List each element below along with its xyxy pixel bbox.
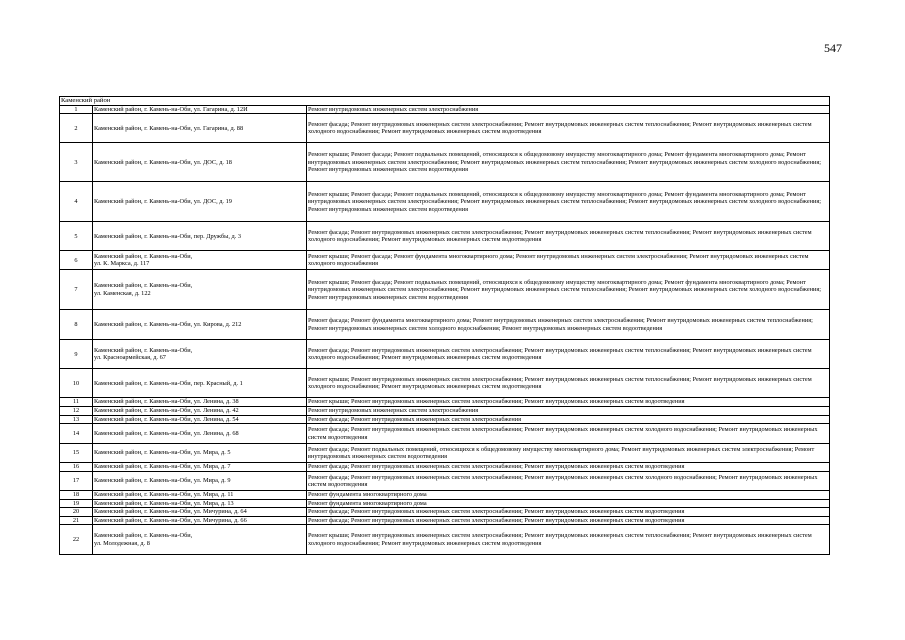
row-number: 19 <box>60 499 93 508</box>
address-cell <box>93 525 307 555</box>
address-line: Каменский район, г. Камень-на-Оби, пер. Дружбы, д. 3 <box>94 232 242 240</box>
table-row <box>60 525 830 555</box>
work-types-cell: Ремонт фасада; Ремонт внутридомовых инженерных систем электроснабжения; Ремонт внутридомовых инженерных систем теплоснабжения; Ремонт внутридомовых инженерных систем холодного водоснабжения; Ремонт внутридомовых инженерных систем водоотведения <box>307 340 830 369</box>
address-cell <box>93 499 307 508</box>
address-cell <box>93 340 307 369</box>
work-types-cell: Ремонт фасада; Ремонт подвальных помещений, относящихся к общедомовому имуществу многоквартирного дома; Ремонт внутридомовых инженерных систем электроснабжения; Ремонт внутридомовых инженерных систем водоотведения <box>307 444 830 463</box>
work-types-cell: Ремонт крыши; Ремонт фасада; Ремонт фундамента многоквартирного дома; Ремонт внутридомовых инженерных систем электроснабжения; Ремонт внутридомовых инженерных систем холодного водоснабжения <box>307 251 830 270</box>
address-line: Каменский район, г. Камень-на-Оби, ул. ДОС, д. 19 <box>94 198 232 206</box>
row-number: 21 <box>60 516 93 525</box>
address-cell <box>93 508 307 517</box>
address-line: Каменский район, г. Камень-на-Оби, ул. Ленина, д. 42 <box>94 407 239 414</box>
address-cell <box>93 182 307 222</box>
address-line: Каменский район, г. Камень-на-Оби, ул. Мира, д. 7 <box>94 463 231 471</box>
row-number: 10 <box>60 369 93 398</box>
address-line: Каменский район, г. Камень-на-Оби, ул. Гагарина, д. 88 <box>94 124 244 132</box>
row-number: 4 <box>60 182 93 222</box>
address-line: ул. К. Маркса, д. 117 <box>94 260 150 268</box>
table-row <box>60 105 830 114</box>
address-cell <box>93 310 307 340</box>
table-row <box>60 415 830 424</box>
work-types-cell: Ремонт фасада; Ремонт внутридомовых инженерных систем электроснабжения; Ремонт внутридомовых инженерных систем холодного водоснабжения; Ремонт внутридомовых инженерных систем водоотведения <box>307 472 830 491</box>
address-line: Каменский район, г. Камень-на-Оби, ул. Гагарина, д. 12И <box>94 105 248 113</box>
work-types-cell: Ремонт фасада; Ремонт внутридомовых инженерных систем электроснабжения; Ремонт внутридомовых инженерных систем водоотведения <box>307 508 830 517</box>
page-number: 547 <box>824 41 842 55</box>
table-row <box>60 340 830 369</box>
work-types-cell: Ремонт внутридомовых инженерных систем электроснабжения <box>307 407 830 416</box>
address-line: Каменский район, г. Камень-на-Оби, ул. Ленина, д. 54 <box>94 415 239 423</box>
table-row <box>60 310 830 340</box>
address-cell <box>93 143 307 182</box>
section-title: Каменский район <box>60 97 830 106</box>
work-types-cell: Ремонт крыши; Ремонт внутридомовых инженерных систем электроснабжения; Ремонт внутридомовых инженерных систем теплоснабжения; Ремонт внутридомовых инженерных систем холодного водоснабжения; Ремонт внутридомовых инженерных систем водоотведения <box>307 369 830 398</box>
work-types-cell: Ремонт фасада; Ремонт внутридомовых инженерных систем электроснабжения; Ремонт внутридомовых инженерных систем теплоснабжения; Ремонт внутридомовых инженерных систем холодного водоснабжения; Ремонт внутридомовых инженерных систем водоотведения <box>307 222 830 251</box>
table-row <box>60 444 830 463</box>
row-number: 22 <box>60 525 93 555</box>
address-line: Каменский район, г. Камень-на-Оби, ул. Мира, д. 11 <box>94 491 234 499</box>
address-cell <box>93 463 307 472</box>
work-types-cell: Ремонт крыши; Ремонт фасада; Ремонт подвальных помещений, относящихся к общедомовому имуществу многоквартирного дома; Ремонт фундамента многоквартирного дома; Ремонт внутридомовых инженерных систем электроснабжения; Ремонт внутридомовых инженерных систем теплоснабжения; Ремонт внутридомовых инженерных систем холодного водоснабжения; Ремонт внутридомовых инженерных систем водоотведения <box>307 143 830 182</box>
address-cell <box>93 222 307 251</box>
row-number: 11 <box>60 398 93 407</box>
table-row <box>60 491 830 500</box>
row-number: 12 <box>60 407 93 416</box>
work-types-cell: Ремонт фасада; Ремонт фундамента многоквартирного дома; Ремонт внутридомовых инженерных систем электроснабжения; Ремонт внутридомовых инженерных систем теплоснабжения; Ремонт внутридомовых инженерных систем холодного водоснабжения; Ремонт внутридомовых инженерных систем водоотведения <box>307 310 830 340</box>
address-line: Каменский район, г. Камень-на-Оби, <box>94 282 193 290</box>
address-line: Каменский район, г. Камень-на-Оби, <box>94 252 193 260</box>
work-types-cell: Ремонт фасада; Ремонт внутридомовых инженерных систем электроснабжения; Ремонт внутридомовых инженерных систем теплоснабжения; Ремонт внутридомовых инженерных систем холодного водоснабжения; Ремонт внутридомовых инженерных систем водоотведения <box>307 114 830 143</box>
row-number: 3 <box>60 143 93 182</box>
address-cell <box>93 491 307 500</box>
table-row <box>60 251 830 270</box>
address-line: ул. Каменская, д. 122 <box>94 289 151 297</box>
row-number: 6 <box>60 251 93 270</box>
row-number: 9 <box>60 340 93 369</box>
address-cell <box>93 516 307 525</box>
address-line: Каменский район, г. Камень-на-Оби, <box>94 532 193 540</box>
address-line: Каменский район, г. Камень-на-Оби, ул. ДОС, д. 18 <box>94 158 232 166</box>
table-row <box>60 499 830 508</box>
address-cell <box>93 369 307 398</box>
table-row <box>60 407 830 416</box>
row-number: 2 <box>60 114 93 143</box>
row-number: 8 <box>60 310 93 340</box>
row-number: 16 <box>60 463 93 472</box>
table-row <box>60 114 830 143</box>
address-cell <box>93 424 307 444</box>
table-row <box>60 398 830 407</box>
work-types-cell: Ремонт фундамента многоквартирного дома <box>307 491 830 500</box>
work-types-cell: Ремонт крыши; Ремонт фасада; Ремонт подвальных помещений, относящихся к общедомовому имуществу многоквартирного дома; Ремонт фундамента многоквартирного дома; Ремонт внутридомовых инженерных систем электроснабжения; Ремонт внутридомовых инженерных систем теплоснабжения; Ремонт внутридомовых инженерных систем холодного водоснабжения; Ремонт внутридомовых инженерных систем водоотведения <box>307 270 830 310</box>
table-row <box>60 508 830 517</box>
work-types-cell: Ремонт фасада; Ремонт внутридомовых инженерных систем электроснабжения; Ремонт внутридомовых инженерных систем холодного водоснабжения; Ремонт внутридомовых инженерных систем водоотведения <box>307 424 830 444</box>
address-line: ул. Красноармейская, д. 67 <box>94 354 166 362</box>
work-types-cell: Ремонт крыши; Ремонт внутридомовых инженерных систем электроснабжения; Ремонт внутридомовых инженерных систем водоотведения <box>307 398 830 407</box>
work-types-cell: Ремонт фасада; Ремонт внутридомовых инженерных систем электроснабжения <box>307 415 830 424</box>
table-row <box>60 516 830 525</box>
address-line: Каменский район, г. Камень-на-Оби, ул. Мичурина, д. 64 <box>94 508 247 516</box>
address-line: Каменский район, г. Камень-на-Оби, ул. Ленина, д. 38 <box>94 398 239 406</box>
table-row <box>60 463 830 472</box>
table-row <box>60 472 830 491</box>
address-cell <box>93 415 307 424</box>
work-types-cell: Ремонт внутридомовых инженерных систем электроснабжения <box>307 105 830 114</box>
row-number: 17 <box>60 472 93 491</box>
repair-registry-table <box>59 96 830 555</box>
table-row <box>60 143 830 182</box>
section-header-row <box>60 97 830 106</box>
row-number: 13 <box>60 415 93 424</box>
table-row <box>60 222 830 251</box>
address-line: Каменский район, г. Камень-на-Оби, ул. Мичурина, д. 66 <box>94 516 247 524</box>
row-number: 18 <box>60 491 93 500</box>
address-line: Каменский район, г. Камень-на-Оби, ул. Кирова, д. 212 <box>94 321 242 329</box>
row-number: 15 <box>60 444 93 463</box>
work-types-cell: Ремонт фундамента многоквартирного дома <box>307 499 830 508</box>
table-row <box>60 182 830 222</box>
table-row <box>60 270 830 310</box>
address-line: Каменский район, г. Камень-на-Оби, ул. Мира, д. 9 <box>94 477 231 485</box>
address-cell <box>93 407 307 416</box>
address-line: Каменский район, г. Камень-на-Оби, пер. Красный, д. 1 <box>94 379 243 387</box>
address-cell <box>93 114 307 143</box>
address-line: ул. Молодежная, д. 8 <box>94 539 150 547</box>
address-cell <box>93 398 307 407</box>
address-line: Каменский район, г. Камень-на-Оби, ул. Мира, д. 5 <box>94 449 231 457</box>
address-cell <box>93 472 307 491</box>
address-cell <box>93 251 307 270</box>
table-row <box>60 369 830 398</box>
registry-body <box>60 97 830 555</box>
address-cell <box>93 105 307 114</box>
row-number: 5 <box>60 222 93 251</box>
row-number: 20 <box>60 508 93 517</box>
address-line: Каменский район, г. Камень-на-Оби, <box>94 346 193 354</box>
row-number: 1 <box>60 105 93 114</box>
work-types-cell: Ремонт фасада; Ремонт внутридомовых инженерных систем электроснабжения; Ремонт внутридомовых инженерных систем водоотведения <box>307 463 830 472</box>
address-cell <box>93 270 307 310</box>
table-row <box>60 424 830 444</box>
address-cell <box>93 444 307 463</box>
address-line: Каменский район, г. Камень-на-Оби, ул. Мира, д. 13 <box>94 499 234 507</box>
address-line: Каменский район, г. Камень-на-Оби, ул. Ленина, д. 68 <box>94 429 239 437</box>
work-types-cell: Ремонт крыши; Ремонт фасада; Ремонт подвальных помещений, относящихся к общедомовому имуществу многоквартирного дома; Ремонт фундамента многоквартирного дома; Ремонт внутридомовых инженерных систем электроснабжения; Ремонт внутридомовых инженерных систем теплоснабжения; Ремонт внутридомовых инженерных систем холодного водоснабжения; Ремонт внутридомовых инженерных систем водоотведения <box>307 182 830 222</box>
row-number: 7 <box>60 270 93 310</box>
row-number: 14 <box>60 424 93 444</box>
work-types-cell: Ремонт крыши; Ремонт внутридомовых инженерных систем электроснабжения; Ремонт внутридомовых инженерных систем теплоснабжения; Ремонт внутридомовых инженерных систем холодного водоснабжения; Ремонт внутридомовых инженерных систем водоотведения <box>307 525 830 555</box>
work-types-cell: Ремонт фасада; Ремонт внутридомовых инженерных систем электроснабжения; Ремонт внутридомовых инженерных систем водоотведения <box>307 516 830 525</box>
